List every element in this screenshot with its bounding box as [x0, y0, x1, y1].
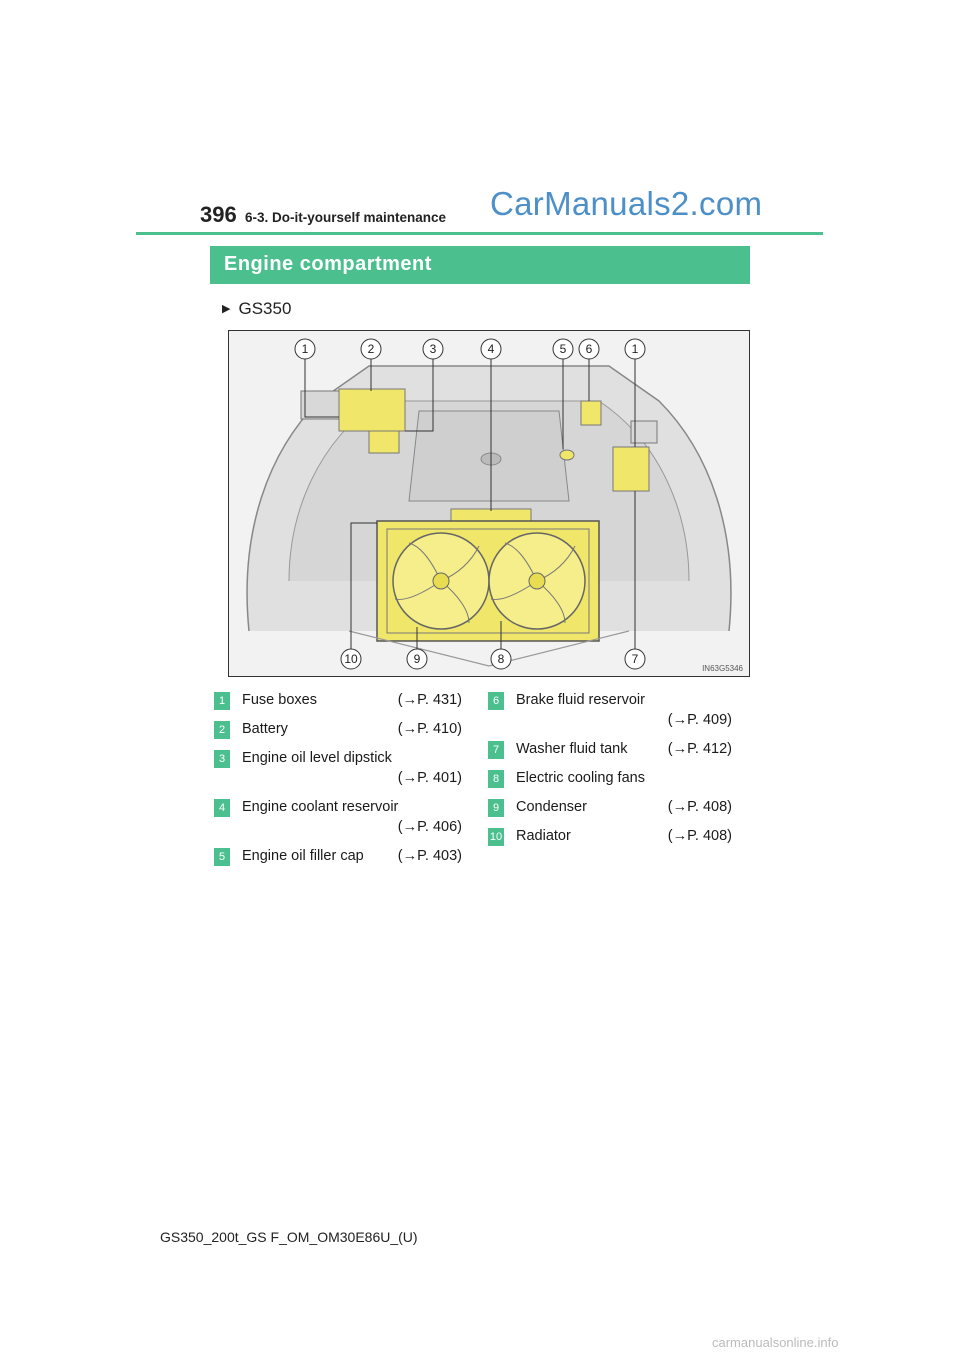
legend-label: Engine oil filler cap [242, 848, 364, 864]
legend-label: Washer fluid tank [516, 741, 628, 757]
legend-item [488, 797, 732, 817]
legend-number: 9 [488, 799, 504, 817]
legend-number: 4 [214, 799, 230, 817]
legend-number: 10 [488, 828, 504, 846]
callout-top-6: 6 [585, 342, 593, 356]
engine-illustration [229, 331, 749, 676]
callout-bottom-1: 10 [344, 652, 358, 666]
page-reference[interactable]: (→P. 403) [397, 848, 462, 864]
legend-left [214, 690, 462, 875]
section-title: 6-3. Do-it-yourself maintenance [245, 210, 447, 225]
legend-item [214, 846, 462, 866]
legend-right [488, 690, 732, 855]
legend-label: Condenser [516, 799, 587, 815]
page-reference[interactable]: (→P. 408) [667, 828, 732, 844]
legend-label: Brake fluid reservoir [516, 692, 645, 708]
callout-top-5: 5 [559, 342, 567, 356]
legend-number: 5 [214, 848, 230, 866]
page-heading: Engine compartment [224, 253, 432, 275]
legend-item [214, 797, 462, 837]
legend-number: 1 [214, 692, 230, 710]
callout-top-1: 1 [301, 342, 309, 356]
page-number: 396 [200, 202, 237, 227]
page-reference[interactable]: (→P. 406) [397, 819, 462, 835]
page-reference[interactable]: (→P. 408) [667, 799, 732, 815]
document-code: GS350_200t_GS F_OM_OM30E86U_(U) [160, 1229, 418, 1245]
variant-text: GS350 [238, 299, 292, 318]
heading-band [210, 246, 750, 284]
legend-number: 7 [488, 741, 504, 759]
callout-bottom-4: 7 [631, 652, 639, 666]
variant-label [222, 299, 291, 319]
header-rule [136, 232, 823, 235]
legend-label: Engine coolant reservoir [242, 799, 399, 815]
callout-top-7: 1 [631, 342, 639, 356]
legend-number: 8 [488, 770, 504, 788]
page-reference[interactable]: (→P. 409) [667, 712, 732, 728]
legend-item [488, 739, 732, 759]
legend-item [214, 690, 462, 710]
legend-number: 2 [214, 721, 230, 739]
callout-top-4: 4 [487, 342, 495, 356]
legend-number: 6 [488, 692, 504, 710]
legend-item [488, 690, 732, 730]
triangle-bullet-icon: ▶ [222, 303, 231, 315]
callout-top-3: 3 [429, 342, 437, 356]
engine-diagram [228, 330, 750, 677]
page-reference[interactable]: (→P. 401) [397, 770, 462, 786]
legend-label: Radiator [516, 828, 571, 844]
legend-label: Engine oil level dipstick [242, 750, 392, 766]
page-reference[interactable]: (→P. 410) [397, 721, 462, 737]
callout-bottom-2: 9 [413, 652, 421, 666]
legend-item [214, 719, 462, 739]
callout-top-2: 2 [367, 342, 375, 356]
legend-label: Battery [242, 721, 288, 737]
watermark-logo[interactable]: CarManuals2.com [490, 185, 763, 222]
legend-item [214, 748, 462, 788]
legend-label: Electric cooling fans [516, 770, 645, 786]
callout-bottom-3: 8 [497, 652, 505, 666]
legend-item [488, 768, 732, 788]
legend-label: Fuse boxes [242, 692, 317, 708]
legend-number: 3 [214, 750, 230, 768]
page-reference[interactable]: (→P. 412) [667, 741, 732, 757]
figure-code: IN63G5346 [702, 664, 743, 673]
watermark-footer[interactable]: carmanualsonline.info [712, 1335, 839, 1350]
page-reference[interactable]: (→P. 431) [397, 692, 462, 708]
legend-item [488, 826, 732, 846]
